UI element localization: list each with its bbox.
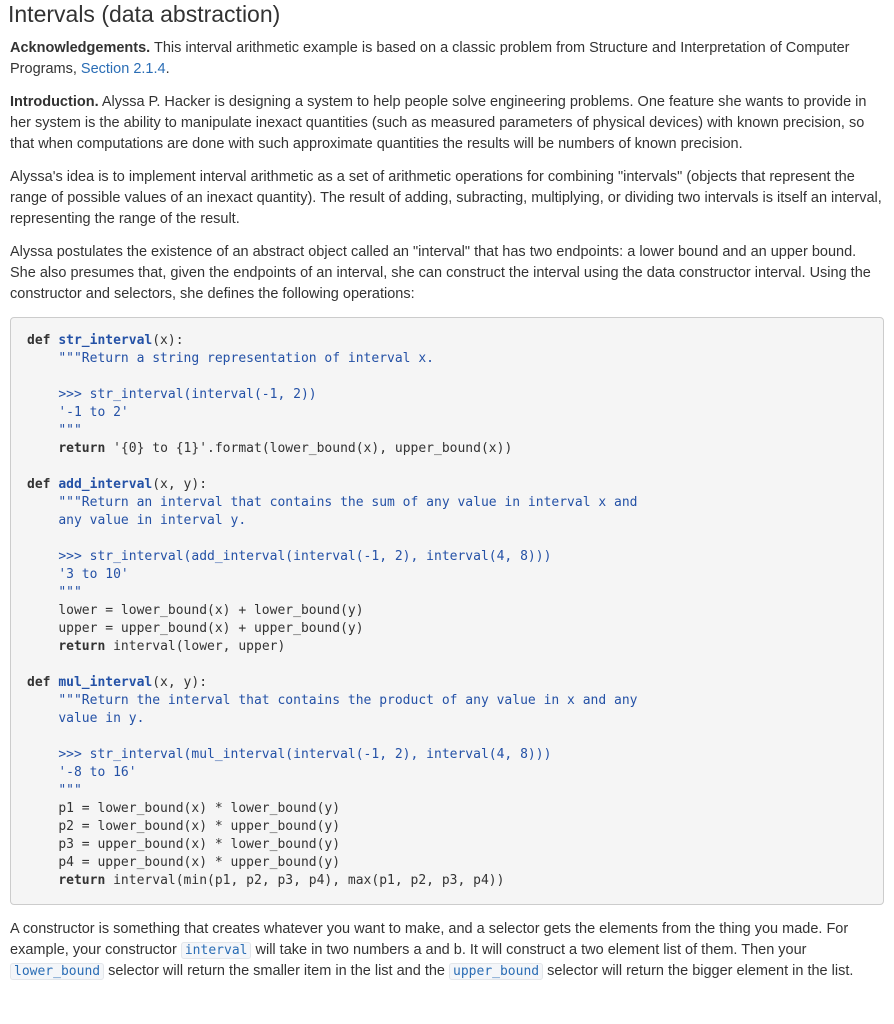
return-keyword: return bbox=[58, 441, 106, 456]
doctest-output: '3 to 10' bbox=[58, 567, 129, 582]
introduction-label: Introduction. bbox=[10, 94, 99, 110]
code-line: p2 = lower_bound(x) * upper_bound(y) bbox=[58, 819, 341, 834]
text-segment: will take in two numbers a and b. It will construct a two element list of them. Then your bbox=[251, 942, 807, 958]
code-line: p4 = upper_bound(x) * upper_bound(y) bbox=[58, 855, 341, 870]
docstring-line: """Return the interval that contains the product of any value in x and any bbox=[58, 693, 638, 708]
acknowledgements-end: . bbox=[165, 61, 170, 77]
doctest-example: >>> str_interval(interval(-1, 2)) bbox=[58, 387, 317, 402]
function-params: (x, y): bbox=[152, 477, 208, 492]
constructor-selector-paragraph bbox=[10, 919, 884, 982]
code-line: upper = upper_bound(x) + upper_bound(y) bbox=[58, 621, 364, 636]
interval-idea-paragraph: Alyssa's idea is to implement interval arithmetic as a set of arithmetic operations for combining "intervals" (objects that represent the range of possible values of an inexact quantity). The result of adding, subracting, multiplying, or dividing two intervals is itself an interval, representing the range of the result. bbox=[10, 169, 882, 227]
page-title: Intervals (data abstraction) bbox=[8, 1, 281, 27]
return-expression: '{0} to {1}'.format(lower_bound(x), upper_bound(x)) bbox=[105, 441, 513, 456]
acknowledgements-text: This interval arithmetic example is based on a classic problem from Structure and Interpretation of Computer Programs, bbox=[10, 40, 850, 77]
function-params: (x): bbox=[152, 333, 184, 348]
inline-code-interval: interval bbox=[181, 942, 252, 959]
acknowledgements-paragraph bbox=[10, 38, 884, 80]
def-keyword: def bbox=[27, 477, 51, 492]
code-line: lower = lower_bound(x) + lower_bound(y) bbox=[58, 603, 364, 618]
function-params: (x, y): bbox=[152, 675, 208, 690]
text-segment: selector will return the bigger element in the list. bbox=[543, 963, 854, 979]
docstring-end: """ bbox=[58, 423, 82, 438]
docstring-end: """ bbox=[58, 585, 82, 600]
docstring-line: value in y. bbox=[58, 711, 145, 726]
function-name: add_interval bbox=[58, 477, 153, 492]
acknowledgements-label: Acknowledgements. bbox=[10, 40, 151, 56]
code-line: p1 = lower_bound(x) * lower_bound(y) bbox=[58, 801, 341, 816]
return-expression: interval(lower, upper) bbox=[105, 639, 286, 654]
inline-code-lower-bound: lower_bound bbox=[10, 963, 104, 980]
inline-code-upper-bound: upper_bound bbox=[449, 963, 543, 980]
doctest-example: >>> str_interval(mul_interval(interval(-1, 2), interval(4, 8))) bbox=[58, 747, 552, 762]
text-segment: selector will return the smaller item in the list and the bbox=[104, 963, 450, 979]
section-link[interactable]: Section 2.1.4 bbox=[80, 61, 166, 77]
interval-definition-paragraph: Alyssa postulates the existence of an abstract object called an "interval" that has two endpoints: a lower bound and an upper bound. She also presumes that, given the endpoints of an interval, she can construct the interval using the data constructor interval. Using the constructor and selectors, she defines the following operations: bbox=[10, 244, 871, 302]
function-name: str_interval bbox=[58, 333, 153, 348]
docstring-end: """ bbox=[58, 783, 82, 798]
text-segment: A constructor is something that creates whatever you want to make, and a selector gets the elements from the thing you made. For example, your constructor bbox=[10, 921, 849, 958]
def-keyword: def bbox=[27, 333, 51, 348]
docstring-line: """Return a string representation of interval x. bbox=[58, 351, 434, 366]
introduction-paragraph bbox=[10, 92, 884, 155]
introduction-text: Alyssa P. Hacker is designing a system to help people solve engineering problems. One feature she wants to provide in her system is the ability to manipulate inexact quantities (such as measured parameters of physical devices) with known precision, so that when computations are done with such approximate quantities the results will be numbers of known precision. bbox=[10, 94, 867, 152]
docstring-line: any value in interval y. bbox=[58, 513, 247, 528]
doctest-output: '-1 to 2' bbox=[58, 405, 129, 420]
function-name: mul_interval bbox=[58, 675, 153, 690]
doctest-example: >>> str_interval(add_interval(interval(-1, 2), interval(4, 8))) bbox=[58, 549, 552, 564]
return-keyword: return bbox=[58, 873, 106, 888]
def-keyword: def bbox=[27, 675, 51, 690]
return-expression: interval(min(p1, p2, p3, p4), max(p1, p2, p3, p4)) bbox=[105, 873, 505, 888]
docstring-line: """Return an interval that contains the sum of any value in interval x and bbox=[58, 495, 638, 510]
return-keyword: return bbox=[58, 639, 106, 654]
code-block bbox=[10, 317, 884, 905]
code-line: p3 = upper_bound(x) * lower_bound(y) bbox=[58, 837, 341, 852]
doctest-output: '-8 to 16' bbox=[58, 765, 137, 780]
